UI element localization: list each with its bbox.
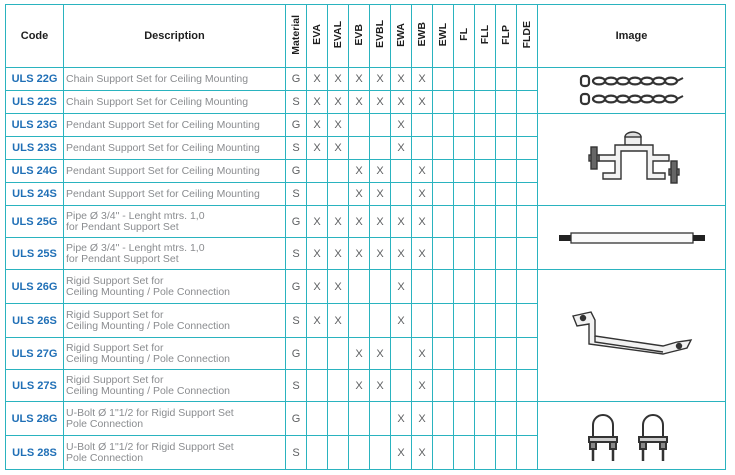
material-cell: S xyxy=(286,183,307,206)
compat-cell xyxy=(475,436,496,470)
product-code: ULS 26S xyxy=(6,304,64,338)
product-description xyxy=(64,402,286,436)
compat-cell xyxy=(517,68,538,91)
compat-cell xyxy=(454,114,475,137)
compat-cell xyxy=(433,114,454,137)
compat-cell xyxy=(496,270,517,304)
u-bolt-icon xyxy=(589,415,667,461)
compat-cell xyxy=(454,270,475,304)
header-material xyxy=(286,5,307,68)
material-cell: G xyxy=(286,114,307,137)
description-line: Rigid Support Set for xyxy=(66,341,164,354)
compat-cell xyxy=(475,238,496,270)
pipe-icon xyxy=(559,233,705,243)
compat-cell xyxy=(433,270,454,304)
compat-cell xyxy=(496,304,517,338)
compat-cell xyxy=(475,338,496,370)
compat-cell: X xyxy=(328,238,349,270)
header-image: Image xyxy=(538,5,726,68)
compat-cell: X xyxy=(307,114,328,137)
compat-cell xyxy=(328,338,349,370)
compat-cell xyxy=(517,402,538,436)
compat-cell xyxy=(349,436,370,470)
compat-cell: X xyxy=(328,270,349,304)
compat-cell: X xyxy=(349,370,370,402)
compat-cell xyxy=(307,370,328,402)
compat-cell xyxy=(496,114,517,137)
description-line: Pole Connection xyxy=(66,451,144,464)
compat-cell: X xyxy=(307,68,328,91)
compat-cell: X xyxy=(328,137,349,160)
description-line: Pendant Support Set for Ceiling Mounting xyxy=(66,141,260,154)
header-col xyxy=(454,5,475,68)
compat-cell xyxy=(349,304,370,338)
compat-cell: X xyxy=(349,91,370,114)
compat-cell xyxy=(475,402,496,436)
compat-cell: X xyxy=(370,370,391,402)
compat-cell: X xyxy=(391,238,412,270)
compat-cell xyxy=(475,370,496,402)
material-cell: G xyxy=(286,68,307,91)
compat-cell xyxy=(307,436,328,470)
compat-cell: X xyxy=(307,270,328,304)
compat-cell: X xyxy=(328,206,349,238)
compat-cell xyxy=(307,160,328,183)
compat-cell: X xyxy=(370,68,391,91)
description-line: for Pendant Support Set xyxy=(66,252,179,265)
header-col-label: EVAL xyxy=(331,20,344,49)
description-line: Pipe Ø 3/4" - Lenght mtrs. 1,0 xyxy=(66,209,205,222)
product-code: ULS 25G xyxy=(6,206,64,238)
compat-cell xyxy=(496,183,517,206)
compat-cell xyxy=(496,206,517,238)
pipe-image xyxy=(557,230,707,246)
product-description xyxy=(64,68,286,91)
header-col-label: FL xyxy=(457,28,470,41)
compat-cell: X xyxy=(349,183,370,206)
compat-cell xyxy=(517,270,538,304)
compat-cell xyxy=(496,338,517,370)
product-code: ULS 22G xyxy=(6,68,64,91)
header-col-label: FLP xyxy=(499,24,512,45)
compat-cell xyxy=(433,160,454,183)
compat-cell xyxy=(328,160,349,183)
header-col xyxy=(307,5,328,68)
compat-cell xyxy=(475,114,496,137)
compat-cell xyxy=(517,370,538,402)
product-code: ULS 24S xyxy=(6,183,64,206)
header-col-label: EWA xyxy=(394,22,407,47)
product-code: ULS 26G xyxy=(6,270,64,304)
compat-cell: X xyxy=(307,238,328,270)
product-code: ULS 24G xyxy=(6,160,64,183)
material-cell: S xyxy=(286,91,307,114)
compat-cell xyxy=(454,206,475,238)
header-col-label: EVB xyxy=(352,23,365,46)
image-cell xyxy=(538,68,726,114)
compat-cell xyxy=(433,436,454,470)
product-description xyxy=(64,238,286,270)
compat-cell xyxy=(370,137,391,160)
compat-cell xyxy=(496,436,517,470)
description-line: Ceiling Mounting / Pole Connection xyxy=(66,285,231,298)
product-description xyxy=(64,91,286,114)
header-col-label: FLDE xyxy=(520,20,533,49)
pendant-bracket-icon xyxy=(589,132,679,183)
compat-cell xyxy=(307,338,328,370)
compat-cell xyxy=(517,338,538,370)
chain-icon xyxy=(581,76,683,104)
product-code: ULS 28S xyxy=(6,436,64,470)
image-cell xyxy=(538,114,726,206)
header-col-label: EVBL xyxy=(373,20,386,49)
compat-cell xyxy=(496,238,517,270)
description-line: U-Bolt Ø 1"1/2 for Rigid Support Set xyxy=(66,440,234,453)
compat-cell xyxy=(328,183,349,206)
compat-cell xyxy=(517,304,538,338)
compat-cell xyxy=(454,68,475,91)
compat-cell xyxy=(412,270,433,304)
compat-cell: X xyxy=(349,338,370,370)
table-row xyxy=(6,402,726,436)
compat-cell: X xyxy=(349,206,370,238)
description-line: Pipe Ø 3/4" - Lenght mtrs. 1,0 xyxy=(66,241,205,254)
compat-cell xyxy=(370,270,391,304)
compat-cell xyxy=(475,68,496,91)
header-col-label: EWL xyxy=(436,22,449,47)
product-code: ULS 27G xyxy=(6,338,64,370)
product-code: ULS 25S xyxy=(6,238,64,270)
compat-cell xyxy=(454,402,475,436)
table-row xyxy=(6,270,726,304)
table-row xyxy=(6,206,726,238)
material-cell: G xyxy=(286,402,307,436)
compat-cell xyxy=(412,304,433,338)
product-code: ULS 23G xyxy=(6,114,64,137)
product-description xyxy=(64,183,286,206)
header-col xyxy=(517,5,538,68)
compat-cell xyxy=(391,370,412,402)
compat-cell xyxy=(454,370,475,402)
compat-cell xyxy=(391,183,412,206)
compat-cell: X xyxy=(307,206,328,238)
compat-cell: X xyxy=(391,114,412,137)
compat-cell xyxy=(475,183,496,206)
description-line: Chain Support Set for Ceiling Mounting xyxy=(66,72,249,85)
compat-cell: X xyxy=(412,160,433,183)
compat-cell: X xyxy=(328,91,349,114)
compat-cell: X xyxy=(391,137,412,160)
compat-cell: X xyxy=(391,304,412,338)
header-row xyxy=(6,5,726,68)
material-cell: G xyxy=(286,270,307,304)
header-code: Code xyxy=(6,5,64,68)
compat-cell xyxy=(454,304,475,338)
compat-cell: X xyxy=(391,91,412,114)
compat-cell xyxy=(349,270,370,304)
compat-cell xyxy=(307,183,328,206)
product-description xyxy=(64,436,286,470)
image-cell xyxy=(538,270,726,402)
material-cell: G xyxy=(286,206,307,238)
compat-cell: X xyxy=(370,91,391,114)
product-description xyxy=(64,160,286,183)
product-code: ULS 23S xyxy=(6,137,64,160)
header-col xyxy=(370,5,391,68)
compat-cell: X xyxy=(370,338,391,370)
compat-cell xyxy=(433,206,454,238)
compat-cell xyxy=(328,370,349,402)
header-col xyxy=(496,5,517,68)
description-line: Rigid Support Set for xyxy=(66,274,164,287)
description-line: Ceiling Mounting / Pole Connection xyxy=(66,319,231,332)
header-col xyxy=(433,5,454,68)
compat-cell xyxy=(454,91,475,114)
compat-cell xyxy=(454,436,475,470)
support-sets-table xyxy=(5,4,726,470)
compat-cell xyxy=(454,183,475,206)
description-line: Ceiling Mounting / Pole Connection xyxy=(66,352,231,365)
header-col-label: EWB xyxy=(415,22,428,47)
compat-cell xyxy=(475,270,496,304)
compat-cell xyxy=(370,114,391,137)
header-col xyxy=(328,5,349,68)
compat-cell: X xyxy=(370,206,391,238)
compat-cell: X xyxy=(328,304,349,338)
compat-cell xyxy=(433,370,454,402)
description-line: Pole Connection xyxy=(66,417,144,430)
compat-cell xyxy=(433,338,454,370)
compat-cell xyxy=(349,114,370,137)
compat-cell: X xyxy=(370,238,391,270)
compat-cell: X xyxy=(370,183,391,206)
material-cell: G xyxy=(286,160,307,183)
compat-cell xyxy=(496,370,517,402)
table-row xyxy=(6,114,726,137)
description-line: Pendant Support Set for Ceiling Mounting xyxy=(66,187,260,200)
compat-cell xyxy=(433,402,454,436)
compat-cell xyxy=(370,304,391,338)
compat-cell: X xyxy=(328,68,349,91)
compat-cell xyxy=(433,238,454,270)
header-col-label: FLL xyxy=(478,24,491,45)
compat-cell xyxy=(496,402,517,436)
product-description xyxy=(64,137,286,160)
header-material-label: Material xyxy=(289,14,302,55)
compat-cell xyxy=(496,91,517,114)
description-line: Ceiling Mounting / Pole Connection xyxy=(66,384,231,397)
compat-cell: X xyxy=(349,238,370,270)
compat-cell xyxy=(433,137,454,160)
compat-cell: X xyxy=(349,160,370,183)
compat-cell xyxy=(475,91,496,114)
compat-cell: X xyxy=(412,91,433,114)
compat-cell xyxy=(349,137,370,160)
compat-cell xyxy=(370,436,391,470)
compat-cell xyxy=(454,137,475,160)
header-col xyxy=(391,5,412,68)
compat-cell: X xyxy=(391,436,412,470)
product-code: ULS 27S xyxy=(6,370,64,402)
compat-cell xyxy=(517,206,538,238)
compat-cell xyxy=(349,402,370,436)
material-cell: S xyxy=(286,137,307,160)
compat-cell: X xyxy=(307,304,328,338)
compat-cell xyxy=(433,304,454,338)
compat-cell xyxy=(454,238,475,270)
material-cell: S xyxy=(286,304,307,338)
compat-cell xyxy=(517,114,538,137)
compat-cell xyxy=(496,137,517,160)
material-cell: S xyxy=(286,370,307,402)
compat-cell: X xyxy=(391,206,412,238)
product-description xyxy=(64,206,286,238)
compat-cell xyxy=(454,160,475,183)
compat-cell xyxy=(517,183,538,206)
compat-cell xyxy=(391,338,412,370)
image-cell xyxy=(538,206,726,270)
compat-cell xyxy=(517,160,538,183)
compat-cell: X xyxy=(391,270,412,304)
description-line: U-Bolt Ø 1"1/2 for Rigid Support Set xyxy=(66,406,234,419)
compat-cell xyxy=(475,160,496,183)
compat-cell xyxy=(517,436,538,470)
compat-cell xyxy=(307,402,328,436)
compat-cell xyxy=(517,137,538,160)
compat-cell: X xyxy=(391,402,412,436)
material-cell: S xyxy=(286,436,307,470)
compat-cell xyxy=(433,68,454,91)
product-description xyxy=(64,114,286,137)
compat-cell xyxy=(412,114,433,137)
header-description: Description xyxy=(64,5,286,68)
compat-cell xyxy=(496,68,517,91)
header-col-label: EVA xyxy=(310,24,323,45)
material-cell: G xyxy=(286,338,307,370)
compat-cell: X xyxy=(412,370,433,402)
compat-cell: X xyxy=(412,183,433,206)
compat-cell: X xyxy=(412,436,433,470)
compat-cell xyxy=(517,91,538,114)
pendant-support-image xyxy=(577,125,687,195)
compat-cell xyxy=(475,137,496,160)
image-cell xyxy=(538,402,726,470)
rigid-support-image xyxy=(567,306,697,366)
compat-cell xyxy=(475,206,496,238)
compat-cell xyxy=(475,304,496,338)
chain-support-image xyxy=(577,72,687,110)
compat-cell xyxy=(412,137,433,160)
compat-cell xyxy=(433,183,454,206)
product-code: ULS 22S xyxy=(6,91,64,114)
product-description xyxy=(64,370,286,402)
compat-cell: X xyxy=(412,68,433,91)
compat-cell xyxy=(328,436,349,470)
compat-cell: X xyxy=(412,206,433,238)
compat-cell: X xyxy=(349,68,370,91)
compat-cell: X xyxy=(412,338,433,370)
description-line: Rigid Support Set for xyxy=(66,373,164,386)
compat-cell: X xyxy=(307,137,328,160)
table-row xyxy=(6,68,726,91)
compat-cell: X xyxy=(328,114,349,137)
compat-cell xyxy=(454,338,475,370)
compat-cell: X xyxy=(370,160,391,183)
product-description xyxy=(64,304,286,338)
header-col xyxy=(475,5,496,68)
compat-cell: X xyxy=(412,402,433,436)
description-line: Pendant Support Set for Ceiling Mounting xyxy=(66,164,260,177)
compat-cell: X xyxy=(391,68,412,91)
u-bolt-image xyxy=(577,407,687,465)
compat-cell xyxy=(370,402,391,436)
header-col xyxy=(412,5,433,68)
description-line: Pendant Support Set for Ceiling Mounting xyxy=(66,118,260,131)
description-line: for Pendant Support Set xyxy=(66,220,179,233)
compat-cell xyxy=(328,402,349,436)
rigid-bracket-icon xyxy=(573,312,691,354)
header-col xyxy=(349,5,370,68)
product-description xyxy=(64,338,286,370)
compat-cell xyxy=(517,238,538,270)
product-code: ULS 28G xyxy=(6,402,64,436)
description-line: Chain Support Set for Ceiling Mounting xyxy=(66,95,249,108)
product-description xyxy=(64,270,286,304)
compat-cell: X xyxy=(307,91,328,114)
compat-cell xyxy=(433,91,454,114)
material-cell: S xyxy=(286,238,307,270)
compat-cell: X xyxy=(412,238,433,270)
description-line: Rigid Support Set for xyxy=(66,308,164,321)
compat-cell xyxy=(391,160,412,183)
compat-cell xyxy=(496,160,517,183)
